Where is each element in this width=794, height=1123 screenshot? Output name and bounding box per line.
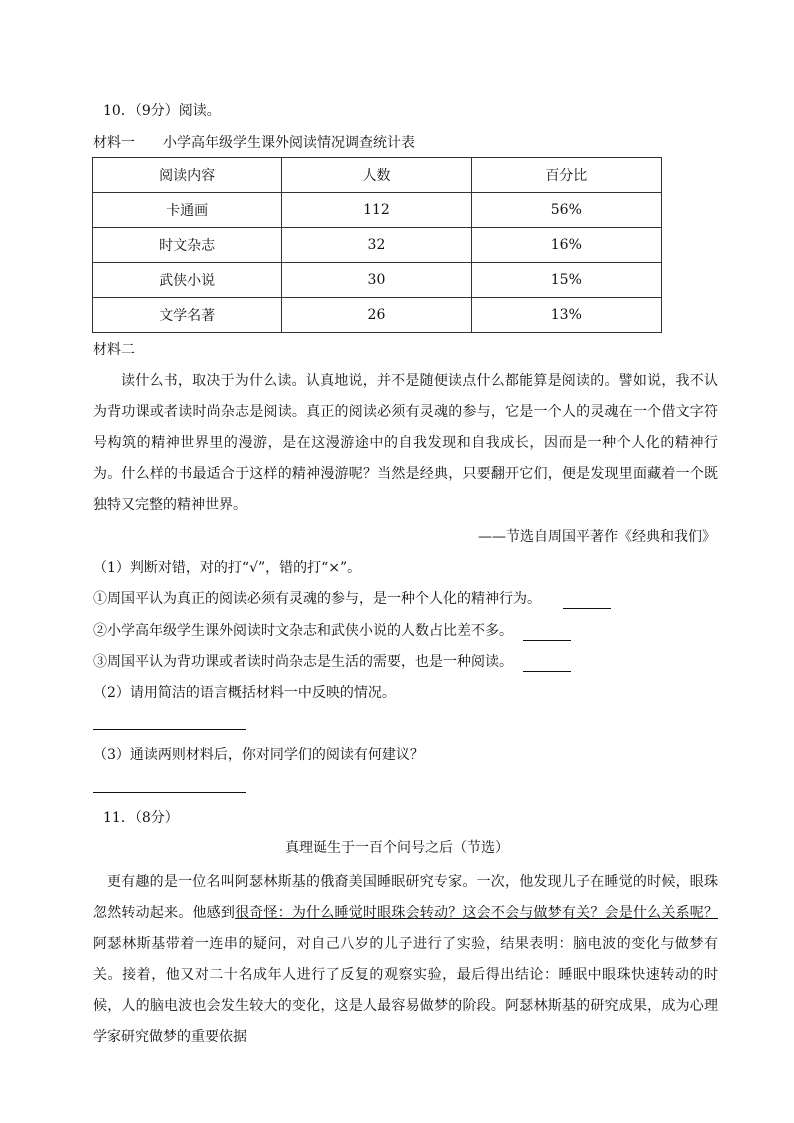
judgement-item-2-text: ②小学高年级学生课外阅读时文杂志和武侠小说的人数占比差不多。 (93, 623, 513, 639)
table-cell: 16% (471, 228, 661, 263)
table-cell: 武侠小说 (93, 263, 282, 298)
judgement-item-2 (93, 621, 571, 641)
table-header-cell: 人数 (282, 158, 471, 193)
table-cell: 卡通画 (93, 193, 282, 228)
table-header-row (93, 158, 662, 193)
answer-blank[interactable] (523, 655, 571, 672)
table-cell: 时文杂志 (93, 228, 282, 263)
table-cell: 15% (471, 263, 661, 298)
sub-question-3: （3）通读两则材料后，你对同学们的阅读有何建议？ (93, 747, 424, 763)
passage-title: 真理诞生于一百个问号之后（节选） (285, 840, 509, 856)
material-2-source: ——节选自周国平著作《经典和我们》 (478, 529, 716, 545)
table-row (93, 193, 662, 228)
passage-paragraph (93, 867, 718, 1053)
answer-blank[interactable] (523, 624, 571, 641)
table-cell: 文学名著 (93, 298, 282, 333)
sub-question-2: （2）请用简洁的语言概括材料一中反映的情况。 (93, 685, 396, 701)
table-cell: 32 (282, 228, 471, 263)
material-2-text: 读什么书，取决于为什么读。认真地说，并不是随便读点什么都能算是阅读的。譬如说，我不认为背功课或者读时尚杂志是阅读。真正的阅读必须有灵魂的参与，它是一个人的灵魂在一个借文字符号构筑的精神世界里的漫游，是在这漫游途中的自我发现和自我成长，因而是一种个人化的精神行为。什么样的书最适合于这样的精神漫游呢？当然是经典，只要翻开它们，便是发现里面藏着一个既独特又完整的精神世界。 (93, 373, 718, 513)
judgement-item-3 (93, 652, 571, 672)
table-header-cell: 百分比 (471, 158, 661, 193)
table-row (93, 263, 662, 298)
passage-underlined-text: 很奇怪：为什么睡觉时眼珠会转动？这会不会与做梦有关？会是什么关系呢？ (235, 905, 718, 921)
answer-line-2[interactable] (93, 728, 246, 730)
table-cell: 112 (282, 193, 471, 228)
table-row (93, 298, 662, 333)
answer-blank[interactable] (563, 592, 611, 609)
judgement-item-1-text: ①周国平认为真正的阅读必须有灵魂的参与，是一种个人化的精神行为。 (93, 591, 541, 607)
table-cell: 30 (282, 263, 471, 298)
passage-text-start: 更有趣的是一位名叫阿瑟林斯基的俄裔美国睡眠研究专家。一次，他发现儿子在睡觉的时候，眼珠忽然转动起来。他感到 (93, 874, 718, 921)
judgement-item-1 (93, 589, 611, 609)
reading-survey-table (92, 157, 662, 333)
question-11-header: 11．（8分） (103, 810, 179, 826)
passage-text-end: 阿瑟林斯基带着一连串的疑问，对自己八岁的儿子进行了实验，结果表明：脑电波的变化与做梦有关。接着，他又对二十名成年人进行了反复的观察实验，最后得出结论：睡眠中眼珠快速转动的时候，人的脑电波也会发生较大的变化，这是人最容易做梦的阶段。阿瑟林斯基的研究成果，成为心理学家研究做梦的重要依据 (93, 936, 718, 1045)
answer-line-3[interactable] (93, 791, 246, 793)
question-10-header: 10．（9分）阅读。 (103, 103, 221, 119)
table-row (93, 228, 662, 263)
material-1-title: 材料一 小学高年级学生课外阅读情况调查统计表 (93, 135, 415, 151)
table-cell: 13% (471, 298, 661, 333)
table-cell: 56% (471, 193, 661, 228)
material-2-title: 材料二 (93, 342, 135, 358)
table-cell: 26 (282, 298, 471, 333)
sub-question-1: （1）判断对错，对的打“√”，错的打“×”。 (93, 560, 362, 576)
judgement-item-3-text: ③周国平认为背功课或者读时尚杂志是生活的需要，也是一种阅读。 (93, 654, 513, 670)
table-header-cell: 阅读内容 (93, 158, 282, 193)
